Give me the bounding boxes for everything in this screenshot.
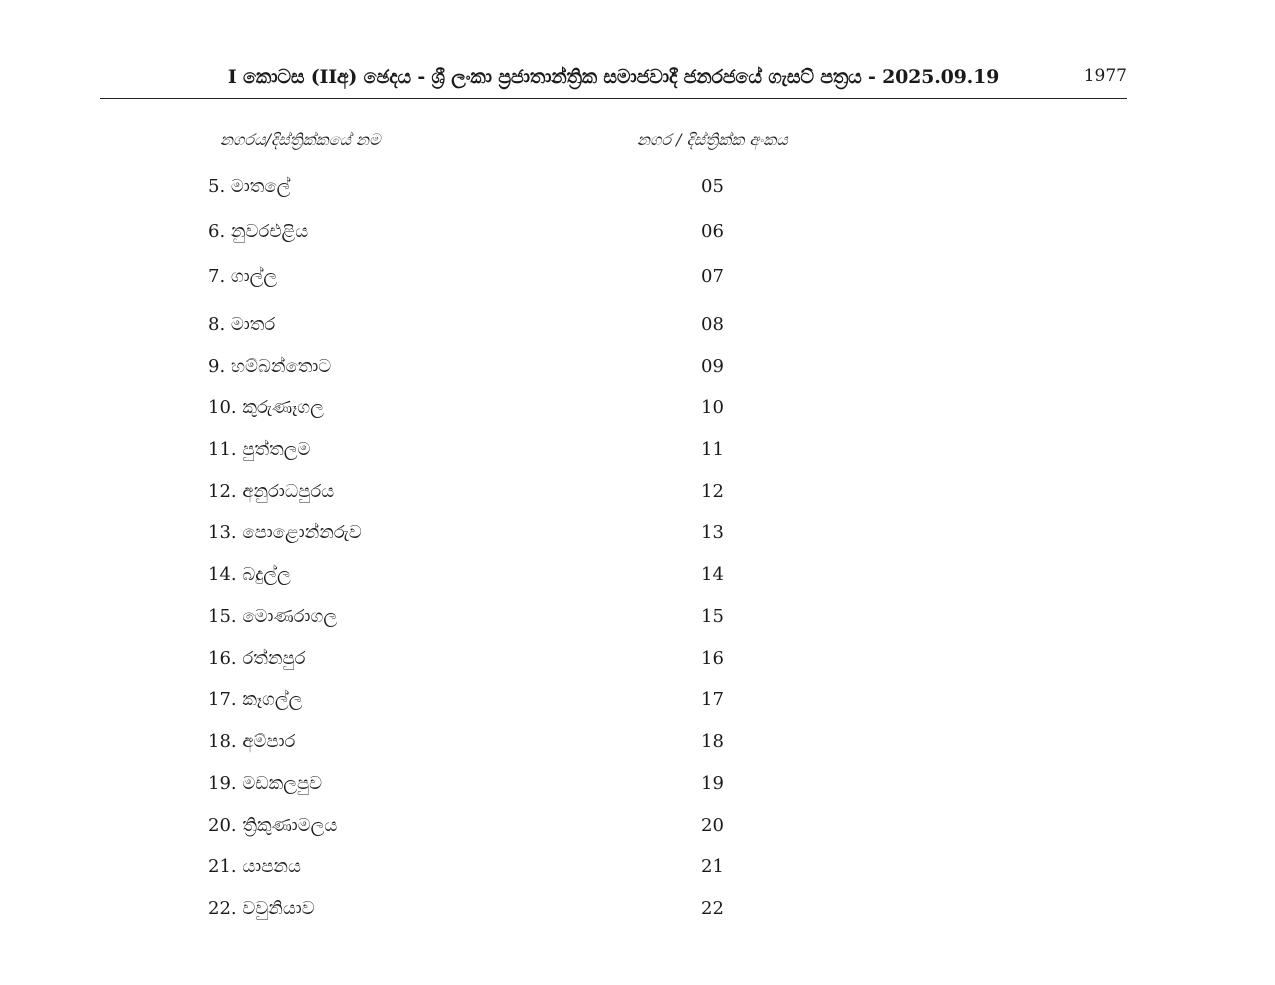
district-code: 08 (701, 314, 724, 335)
district-code: 19 (701, 773, 724, 794)
district-name: 21. යාපනය (208, 856, 301, 877)
table-row (0, 898, 1275, 926)
table-row (0, 221, 1275, 249)
district-code: 10 (701, 397, 724, 418)
district-code: 22 (701, 898, 724, 919)
gazette-title: I කොටස (IIඅ) ඡෙදය - ශ්‍රී ලංකා ප්‍රජාතාන්ත්‍රික සමාජවාදී ජනරජයේ ගැසට් පත්‍රය - 2025.09.19 (227, 66, 1000, 88)
table-row (0, 648, 1275, 676)
district-name: 20. ත්‍රිකුණාමලය (208, 815, 338, 836)
district-name: 6. නුවරඑළිය (208, 221, 309, 242)
table-row (0, 731, 1275, 759)
table-row (0, 773, 1275, 801)
table-row (0, 856, 1275, 884)
district-code: 21 (701, 856, 724, 877)
district-name: 18. අම්පාර (208, 731, 296, 752)
column-header-code: නගර / දිස්ත්‍රික්ක අංකය (637, 130, 788, 149)
district-code: 16 (701, 648, 724, 669)
district-name: 10. කුරුණෑගල (208, 397, 324, 418)
district-name: 5. මාතලේ (208, 176, 291, 197)
table-row (0, 522, 1275, 550)
district-code: 20 (701, 815, 724, 836)
district-code: 11 (701, 439, 724, 460)
district-code: 14 (701, 564, 724, 585)
page-number: 1977 (1083, 66, 1127, 86)
table-row (0, 266, 1275, 294)
district-code: 06 (701, 221, 724, 242)
table-row (0, 314, 1275, 342)
table-row (0, 689, 1275, 717)
district-name: 11. පුත්තලම (208, 439, 311, 460)
table-row (0, 564, 1275, 592)
district-code: 13 (701, 522, 724, 543)
table-row (0, 439, 1275, 467)
district-name: 7. ගාල්ල (208, 266, 278, 287)
district-name: 13. පොළොන්නරුව (208, 522, 362, 543)
district-name: 8. මාතර (208, 314, 276, 335)
column-header-name: නගරය/දිස්ත්‍රික්කයේ නම (220, 130, 381, 149)
district-code: 15 (701, 606, 724, 627)
district-name: 12. අනුරාධපුරය (208, 481, 335, 502)
district-name: 17. කෑගල්ල (208, 689, 303, 710)
district-name: 22. වවුනියාව (208, 898, 315, 919)
district-name: 15. මොණරාගල (208, 606, 338, 627)
district-code: 05 (701, 176, 724, 197)
district-code: 09 (701, 356, 724, 377)
district-name: 19. මඩකලපුව (208, 773, 323, 794)
district-name: 14. බදුල්ල (208, 564, 291, 585)
district-code: 07 (701, 266, 724, 287)
district-name: 16. රත්නපුර (208, 648, 306, 669)
district-code: 18 (701, 731, 724, 752)
district-name: 9. හම්බන්තොට (208, 356, 332, 377)
table-row (0, 481, 1275, 509)
district-code: 12 (701, 481, 724, 502)
table-row (0, 606, 1275, 634)
table-row (0, 176, 1275, 204)
table-row (0, 356, 1275, 384)
district-code: 17 (701, 689, 724, 710)
table-row (0, 815, 1275, 843)
table-row (0, 397, 1275, 425)
